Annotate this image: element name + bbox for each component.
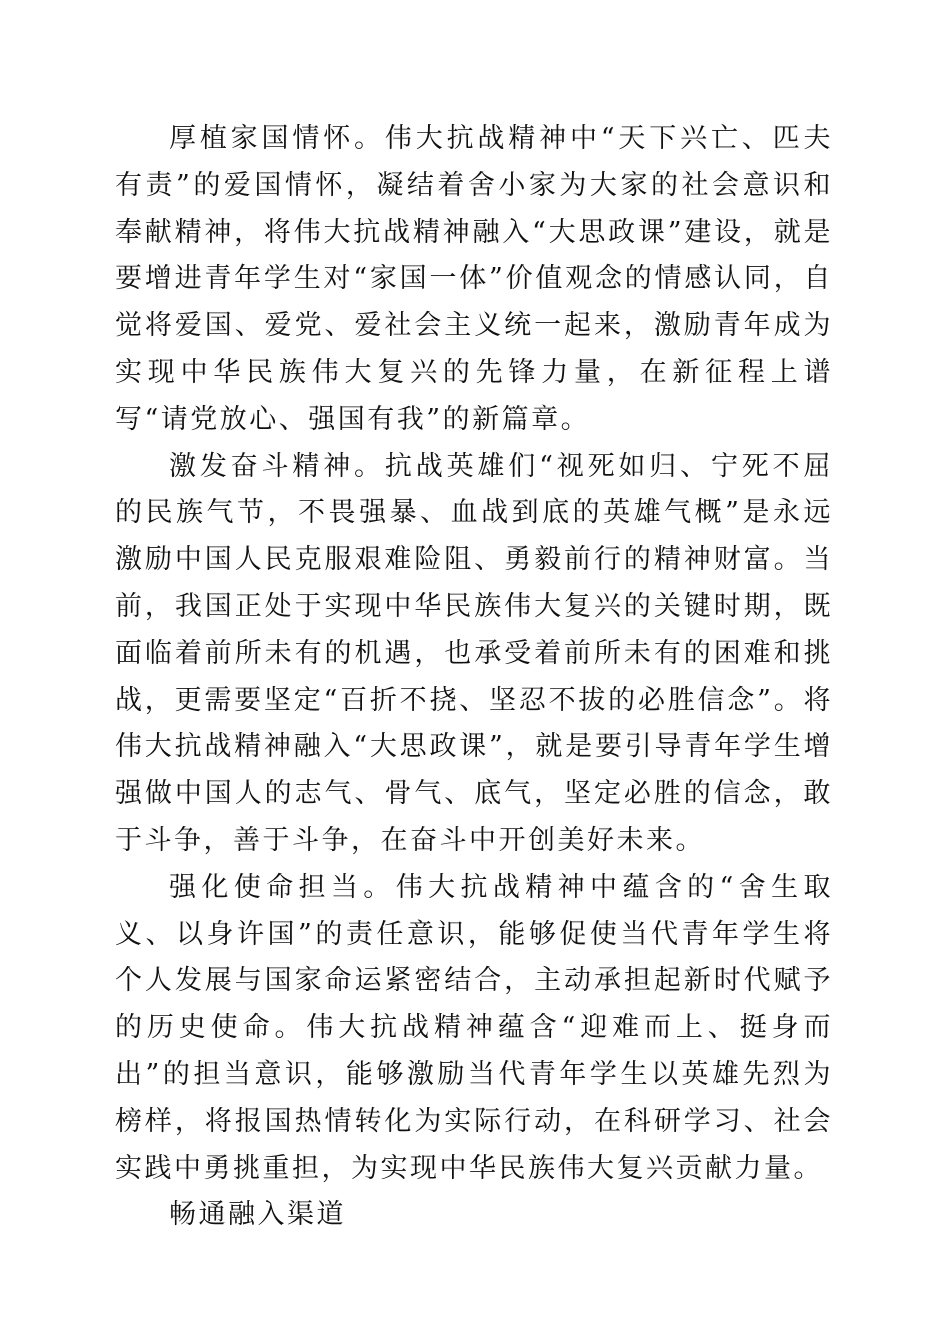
document-page	[115, 116, 833, 1239]
paragraph-struggle-spirit: 激发奋斗精神。抗战英雄们“视死如归、宁死不屈的民族气节，不畏强暴、血战到底的英雄气概”是永远激励中国人民克服艰难险阻、勇毅前行的精神财富。当前，我国正处于实现中华民族伟大复兴的关键时期，既面临着前所未有的机遇，也承受着前所未有的困难和挑战，更需要坚定“百折不挠、坚忍不拔的必胜信念”。将伟大抗战精神融入“大思政课”，就是要引导青年学生增强做中国人的志气、骨气、底气，坚定必胜的信念，敢于斗争，善于斗争，在奋斗中开创美好未来。	[115, 450, 833, 856]
paragraph-mission-responsibility: 强化使命担当。伟大抗战精神中蕴含的“舍生取义、以身许国”的责任意识，能够促使当代青年学生将个人发展与国家命运紧密结合，主动承担起新时代赋予的历史使命。伟大抗战精神蕴含“迎难而上、挺身而出”的担当意识，能够激励当代青年学生以英雄先烈为榜样，将报国热情转化为实际行动，在科研学习、社会实践中勇挑重担，为实现中华民族伟大复兴贡献力量。	[115, 871, 833, 1184]
paragraph-family-country: 厚植家国情怀。伟大抗战精神中“天下兴亡、匹夫有责”的爱国情怀，凝结着舍小家为大家的社会意识和奉献精神，将伟大抗战精神融入“大思政课”建设，就是要增进青年学生对“家国一体”价值观念的情感认同，自觉将爱国、爱党、爱社会主义统一起来，激励青年成为实现中华民族伟大复兴的先锋力量，在新征程上谱写“请党放心、强国有我”的新篇章。	[115, 123, 833, 435]
section-heading: 畅通融入渠道	[169, 1199, 346, 1231]
